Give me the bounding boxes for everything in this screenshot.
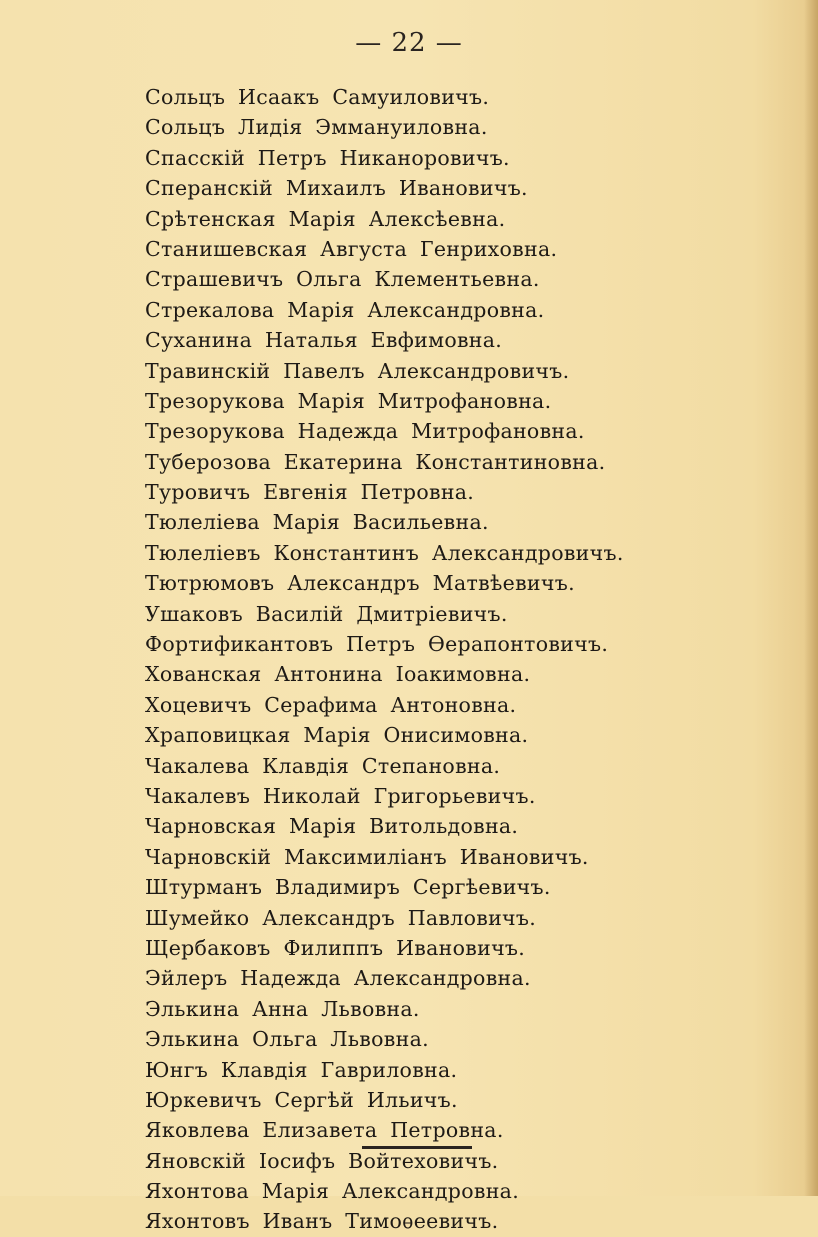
list-item: Сольцъ Исаакъ Самуиловичъ. <box>145 85 490 109</box>
page-edge-shadow <box>804 0 818 1196</box>
list-item: Чарновская Марія Витольдовна. <box>145 814 519 839</box>
list-item: Трезорукова Марія Митрофановна. <box>145 388 552 413</box>
end-rule <box>362 1146 472 1149</box>
list-item: Яхонтовъ Иванъ Тимоѳеевичъ. <box>145 1209 499 1234</box>
list-item: Яновскій Іосифъ Войтеховичъ. <box>145 1148 499 1173</box>
list-item: Туровичъ Евгенія Петровна. <box>145 480 475 505</box>
list-item: Элькина Ольга Львовна. <box>145 1027 429 1052</box>
list-item: Юнгъ Клавдія Гавриловна. <box>145 1057 458 1082</box>
list-item: Эйлеръ Надежда Александровна. <box>145 966 531 991</box>
list-item: Тютрюмовъ Александръ Матвѣевичъ. <box>145 571 575 596</box>
list-item: Трезорукова Надежда Митрофановна. <box>145 419 585 444</box>
list-item: Суханина Наталья Евфимовна. <box>145 328 503 353</box>
list-item: Тюлеліевъ Константинъ Александровичъ. <box>145 540 624 565</box>
list-item: Туберозова Екатерина Константиновна. <box>145 449 606 474</box>
list-item: Штурманъ Владимиръ Сергѣевичъ. <box>145 875 551 900</box>
list-item: Хованская Антонина Іоакимовна. <box>145 662 531 687</box>
list-item: Шумейко Александръ Павловичъ. <box>145 905 537 930</box>
list-item: Хоцевичъ Серафима Антоновна. <box>145 692 517 717</box>
list-item: Элькина Анна Львовна. <box>145 996 420 1021</box>
list-item: Яковлева Елизавета Петровна. <box>145 1118 504 1143</box>
list-item: Станишевская Августа Генриховна. <box>145 236 558 261</box>
list-item: Срѣтенская Марія Алексѣевна. <box>145 206 506 231</box>
list-item: Спасскій Петръ Никаноровичъ. <box>145 145 510 170</box>
list-item: Чарновскій Максимиліанъ Ивановичъ. <box>145 844 589 869</box>
list-item: Яхонтова Марія Александровна. <box>145 1179 520 1204</box>
list-item: Храповицкая Марія Онисимовна. <box>145 723 529 748</box>
page-number: — 22 — <box>355 28 463 58</box>
name-list <box>145 82 795 1237</box>
list-item: Чакалева Клавдія Степановна. <box>145 753 501 778</box>
list-item: Юркевичъ Сергѣй Ильичъ. <box>145 1087 458 1112</box>
list-item: Чакалевъ Николай Григорьевичъ. <box>145 783 536 808</box>
list-item: Сперанскій Михаилъ Ивановичъ. <box>145 176 528 201</box>
list-item: Фортификантовъ Петръ Ѳерапонтовичъ. <box>145 632 609 657</box>
list-item: Стрекалова Марія Александровна. <box>145 297 545 322</box>
list-item: Травинскій Павелъ Александровичъ. <box>145 358 570 383</box>
list-item: Тюлеліева Марія Васильевна. <box>145 510 489 535</box>
list-item: Страшевичъ Ольга Клементьевна. <box>145 267 540 292</box>
list-item: Ушаковъ Василій Дмитріевичъ. <box>145 601 508 626</box>
list-item: Сольцъ Лидія Эммануиловна. <box>145 115 488 140</box>
list-item: Щербаковъ Филиппъ Ивановичъ. <box>145 935 526 960</box>
